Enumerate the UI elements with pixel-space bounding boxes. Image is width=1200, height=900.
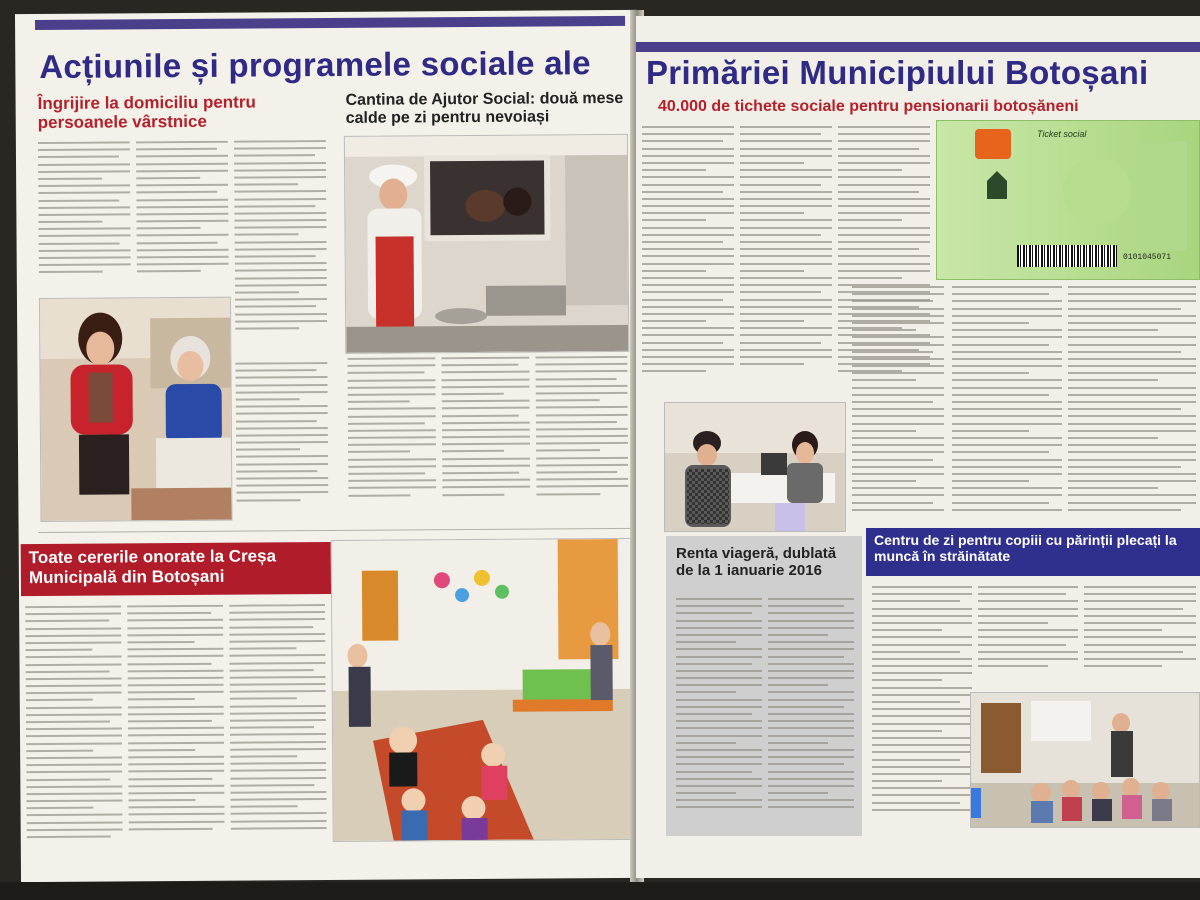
photo-day-center-children: [970, 692, 1200, 828]
main-headline-right: Primăriei Municipiului Botoșani: [646, 54, 1149, 91]
photo-soup-kitchen-cook: [344, 134, 630, 354]
barcode-number: 0101045071: [1123, 253, 1172, 262]
article-text-column: [25, 605, 123, 846]
article-text-column: [38, 141, 131, 292]
article-text-column: [852, 286, 944, 536]
article-text-column: [740, 126, 832, 396]
main-headline-left: Acțiunile și programele sociale ale: [39, 44, 592, 86]
article-text-column: [347, 357, 436, 523]
right-page: [636, 16, 1200, 878]
page-header-bar: [636, 42, 1200, 52]
page-header-bar: [35, 16, 625, 30]
article-title-day-center: Centru de zi pentru copiii cu părinții plecați la muncă în străinătate: [866, 528, 1200, 576]
article-text-column: [127, 605, 225, 846]
article-text-column: [229, 604, 327, 845]
barcode-icon: [1017, 245, 1117, 267]
article-text-column: [676, 598, 762, 828]
photo-caregiver-elderly-woman: [39, 297, 233, 522]
table-surface: [0, 882, 1200, 900]
photo-ticket-distribution-office: [664, 402, 846, 532]
article-text-column: [1068, 286, 1196, 536]
article-text-column: [441, 357, 530, 523]
article-text-column: [642, 126, 734, 396]
article-title-soup-kitchen: Cantina de Ajutor Social: două mese calde pe zi pentru nevoiași: [345, 89, 624, 127]
article-text-column: [234, 140, 327, 356]
article-text-column: [768, 598, 854, 828]
article-text-column: [1084, 586, 1196, 686]
social-ticket-image: [936, 120, 1200, 280]
left-page: [15, 10, 643, 882]
article-title-nursery: Toate cererile onorate la Creșa Municipală din Botoșani: [21, 542, 331, 596]
article-text-column: [136, 141, 229, 292]
article-text-column: [978, 586, 1078, 686]
ticket-label: Ticket social: [1037, 129, 1087, 139]
article-title-social-tickets: 40.000 de tichete sociale pentru pensionarii botoșăneni: [658, 98, 1079, 115]
article-text-column: [535, 356, 628, 522]
article-title-home-care: Îngrijire la domiciliu pentru persoanele vârstnice: [37, 92, 256, 133]
photo-nursery-children: [331, 538, 639, 842]
article-text-column: [952, 286, 1062, 536]
article-text-column: [235, 362, 328, 523]
article-title-annuity: Renta viageră, dublată de la 1 ianuarie 2016: [676, 545, 837, 579]
article-text-column: [872, 586, 972, 836]
article-box-annuity: [666, 536, 862, 836]
section-divider: [39, 528, 631, 533]
